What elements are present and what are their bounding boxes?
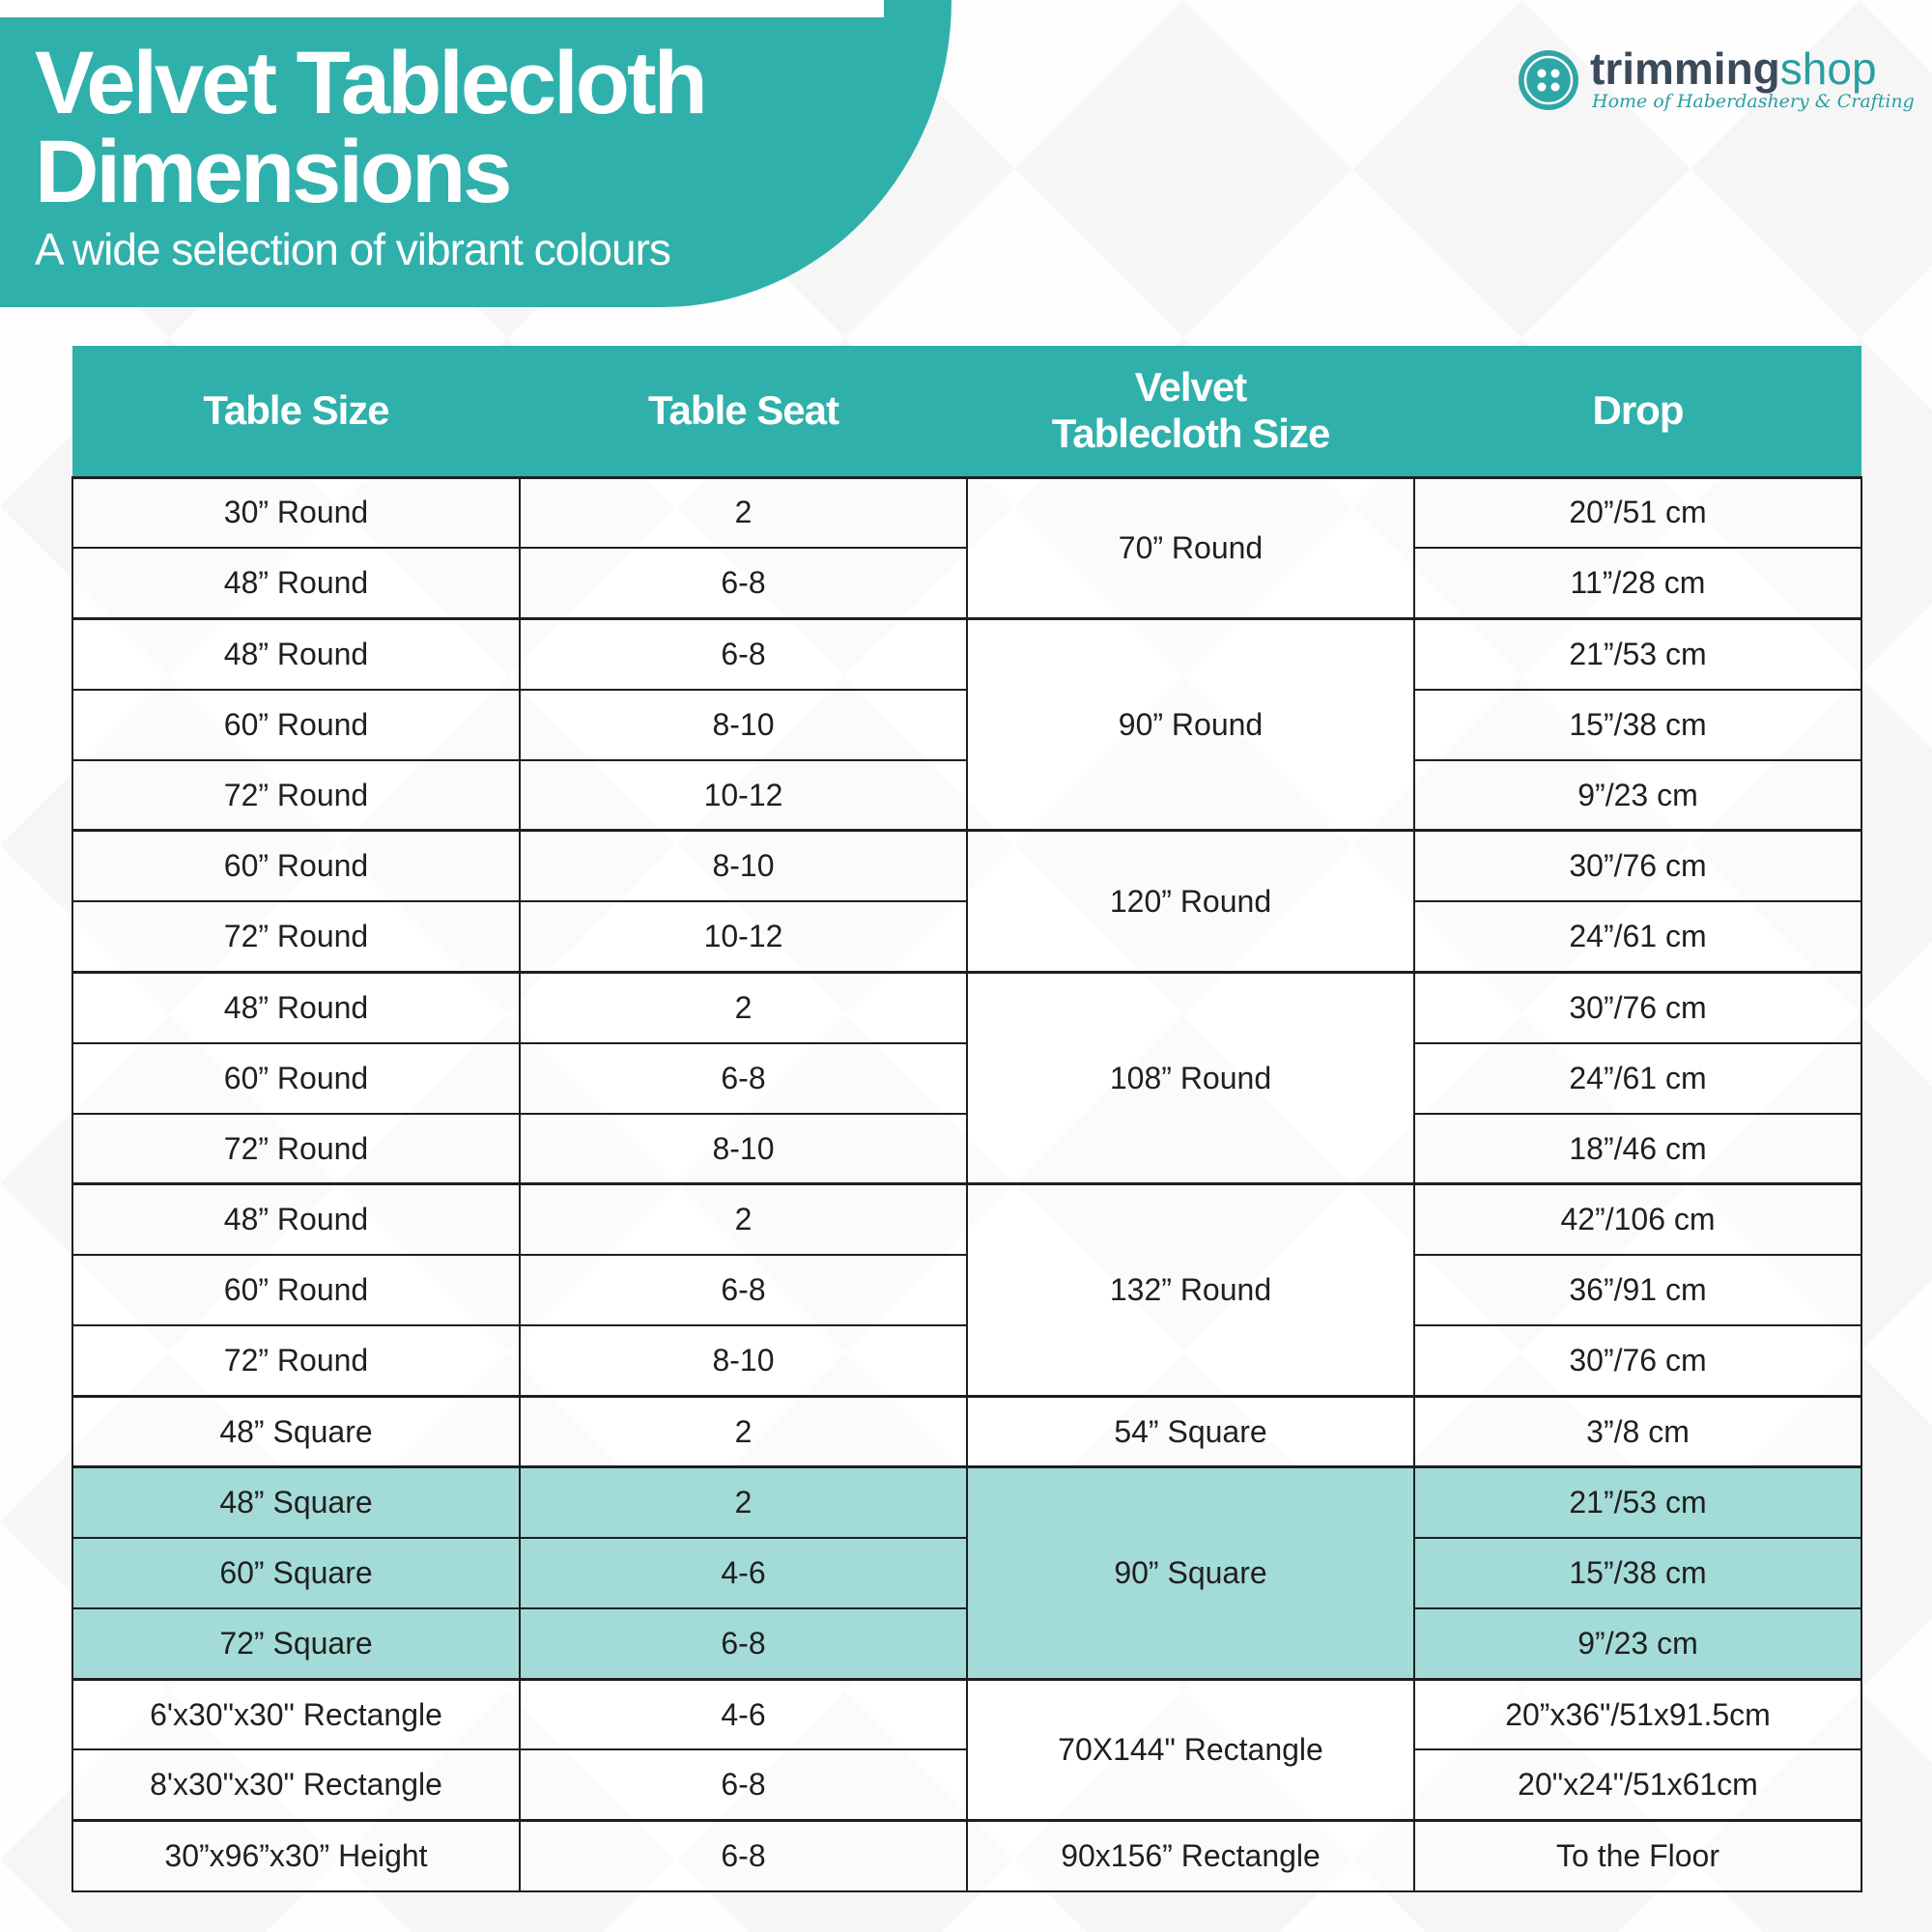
brand-wordmark	[1590, 44, 1877, 93]
table-row	[72, 972, 1861, 1042]
cell-table-seat: 6-8	[520, 1043, 967, 1114]
cell-table-seat: 6-8	[520, 1749, 967, 1820]
cell-tablecloth-size: 90” Round	[967, 618, 1414, 831]
cell-drop: 30”/76 cm	[1414, 1325, 1861, 1396]
cell-drop: 20”x36"/51x91.5cm	[1414, 1679, 1861, 1749]
cell-table-size: 48” Square	[72, 1467, 520, 1538]
cell-table-seat: 6-8	[520, 548, 967, 618]
brand-word-light: shop	[1779, 43, 1877, 94]
cell-table-size: 60” Round	[72, 690, 520, 760]
page-title	[35, 34, 705, 221]
button-icon	[1517, 48, 1580, 112]
column-header-tablecloth-line2: Tablecloth Size	[1051, 411, 1330, 457]
cell-tablecloth-size: 132” Round	[967, 1184, 1414, 1397]
cell-table-seat: 8-10	[520, 1325, 967, 1396]
cell-drop: 30”/76 cm	[1414, 972, 1861, 1042]
table-row	[72, 831, 1861, 901]
cell-drop: To the Floor	[1414, 1821, 1861, 1891]
cell-table-size: 60” Square	[72, 1538, 520, 1608]
cell-table-size: 8'x30"x30" Rectangle	[72, 1749, 520, 1820]
cell-tablecloth-size: 70” Round	[967, 477, 1414, 618]
table-body	[72, 477, 1861, 1891]
cell-table-seat: 4-6	[520, 1679, 967, 1749]
banner-top-strip	[0, 0, 884, 17]
cell-drop: 20"x24"/51x61cm	[1414, 1749, 1861, 1820]
cell-table-seat: 8-10	[520, 831, 967, 901]
cell-table-size: 48” Square	[72, 1396, 520, 1466]
cell-drop: 21”/53 cm	[1414, 618, 1861, 689]
table-row	[72, 618, 1861, 689]
brand-word-bold: trimming	[1590, 43, 1780, 94]
cell-table-size: 72” Round	[72, 1114, 520, 1184]
cell-drop: 11”/28 cm	[1414, 548, 1861, 618]
cell-drop: 15”/38 cm	[1414, 690, 1861, 760]
cell-tablecloth-size: 120” Round	[967, 831, 1414, 972]
column-header-table-seat: Table Seat	[520, 346, 967, 477]
cell-table-seat: 10-12	[520, 901, 967, 972]
cell-drop: 18”/46 cm	[1414, 1114, 1861, 1184]
cell-drop: 21”/53 cm	[1414, 1467, 1861, 1538]
page-subtitle: A wide selection of vibrant colours	[35, 224, 670, 274]
table-row	[72, 1184, 1861, 1255]
cell-table-seat: 10-12	[520, 760, 967, 831]
cell-table-seat: 6-8	[520, 1255, 967, 1325]
cell-table-size: 72” Round	[72, 1325, 520, 1396]
cell-table-size: 72” Round	[72, 901, 520, 972]
brand-tagline: Home of Haberdashery & Crafting	[1592, 91, 1915, 112]
cell-table-seat: 2	[520, 1467, 967, 1538]
table-row	[72, 1679, 1861, 1749]
cell-tablecloth-size: 54” Square	[967, 1396, 1414, 1466]
cell-tablecloth-size: 90” Square	[967, 1467, 1414, 1680]
dimensions-table	[71, 346, 1862, 1892]
cell-table-seat: 2	[520, 972, 967, 1042]
cell-table-size: 48” Round	[72, 972, 520, 1042]
cell-table-size: 72” Round	[72, 760, 520, 831]
cell-table-size: 60” Round	[72, 1043, 520, 1114]
cell-table-size: 48” Round	[72, 1184, 520, 1255]
cell-tablecloth-size: 108” Round	[967, 972, 1414, 1184]
cell-table-seat: 6-8	[520, 1821, 967, 1891]
cell-drop: 20”/51 cm	[1414, 477, 1861, 548]
cell-table-size: 30”x96”x30” Height	[72, 1821, 520, 1891]
column-header-table-size: Table Size	[72, 346, 520, 477]
cell-table-seat: 4-6	[520, 1538, 967, 1608]
cell-table-size: 6'x30"x30" Rectangle	[72, 1679, 520, 1749]
cell-table-seat: 2	[520, 477, 967, 548]
cell-drop: 15”/38 cm	[1414, 1538, 1861, 1608]
cell-table-size: 48” Round	[72, 548, 520, 618]
title-banner	[0, 0, 952, 307]
table-header-row	[72, 346, 1861, 477]
cell-table-size: 48” Round	[72, 618, 520, 689]
cell-table-size: 30” Round	[72, 477, 520, 548]
table-row	[72, 1467, 1861, 1538]
cell-drop: 24”/61 cm	[1414, 901, 1861, 972]
page-title-line1: Velvet Tablecloth	[35, 34, 705, 132]
cell-tablecloth-size: 70X144" Rectangle	[967, 1679, 1414, 1820]
cell-drop: 30”/76 cm	[1414, 831, 1861, 901]
table-row	[72, 477, 1861, 548]
cell-table-seat: 6-8	[520, 1608, 967, 1679]
cell-table-seat: 6-8	[520, 618, 967, 689]
cell-tablecloth-size: 90x156” Rectangle	[967, 1821, 1414, 1891]
cell-table-size: 72” Square	[72, 1608, 520, 1679]
column-header-drop: Drop	[1414, 346, 1861, 477]
cell-table-seat: 2	[520, 1396, 967, 1466]
cell-table-seat: 2	[520, 1184, 967, 1255]
column-header-tablecloth-size	[967, 346, 1414, 477]
table-row	[72, 1821, 1861, 1891]
page-title-line2: Dimensions	[35, 123, 510, 221]
cell-drop: 24”/61 cm	[1414, 1043, 1861, 1114]
cell-table-size: 60” Round	[72, 1255, 520, 1325]
column-header-tablecloth-line1: Velvet	[1134, 364, 1247, 411]
cell-drop: 3”/8 cm	[1414, 1396, 1861, 1466]
cell-drop: 9”/23 cm	[1414, 760, 1861, 831]
cell-drop: 9”/23 cm	[1414, 1608, 1861, 1679]
brand-logo[interactable]	[1517, 43, 1915, 116]
cell-drop: 42”/106 cm	[1414, 1184, 1861, 1255]
cell-drop: 36”/91 cm	[1414, 1255, 1861, 1325]
cell-table-seat: 8-10	[520, 690, 967, 760]
cell-table-size: 60” Round	[72, 831, 520, 901]
table-row	[72, 1396, 1861, 1466]
cell-table-seat: 8-10	[520, 1114, 967, 1184]
